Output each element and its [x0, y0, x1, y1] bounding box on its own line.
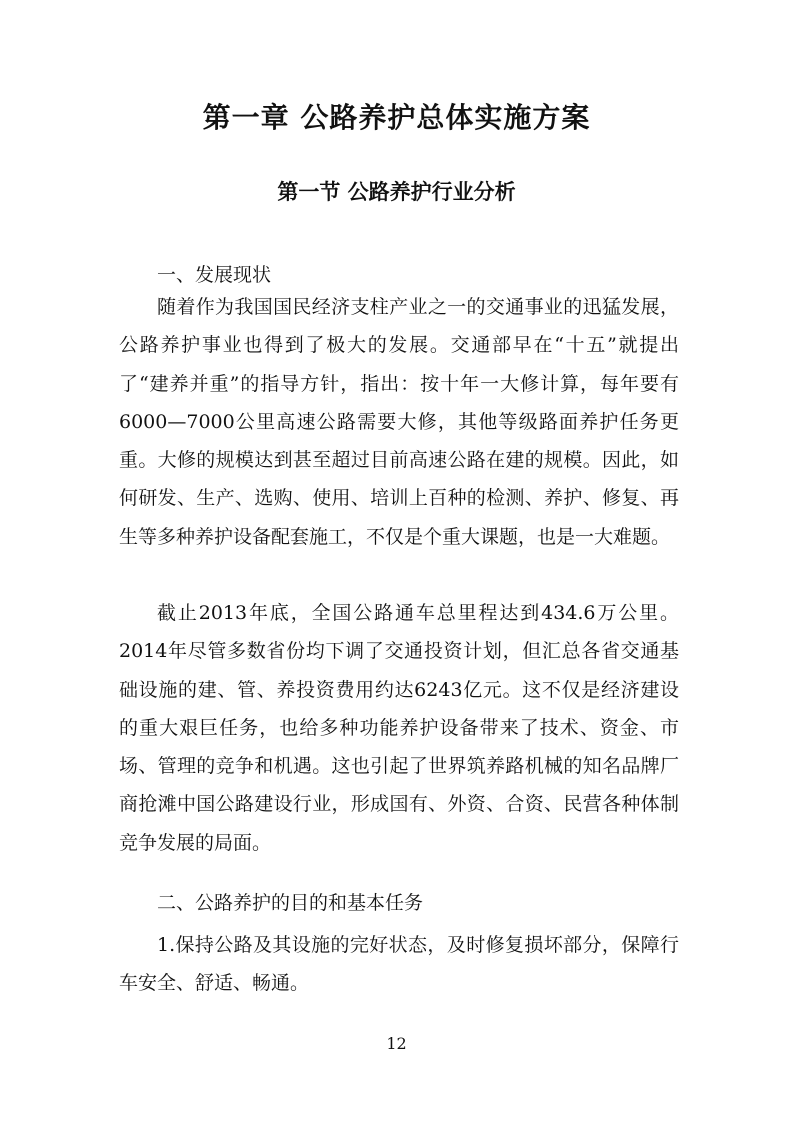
paragraph-development: 随着作为我国国民经济支柱产业之一的交通事业的迅猛发展，公路养护事业也得到了极大的发展。交通部早在“十五”就提出了“建养并重”的指导方针，指出：按十年一大修计算，每年要有6000—7000公里高速公路需要大修，其他等级路面养护任务更重。大修的规模达到甚至超过目前高速公路在建的规模。因此，如何研发、生产、选购、使用、培训上百种的检测、养护、修复、再生等多种养护设备配套施工，不仅是个重大课题，也是一大难题。: [119, 296, 679, 548]
chapter-title: 第一章 公路养护总体实施方案: [202, 101, 591, 134]
page-number: 12: [386, 1034, 407, 1053]
paragraph-task-1: 1.保持公路及其设施的完好状态，及时修复损坏部分，保障行车安全、舒适、畅通。: [119, 934, 679, 995]
subheading-development-status: 一、发展现状: [157, 264, 272, 286]
subheading-maintenance-purpose: 二、公路养护的目的和基本任务: [157, 892, 424, 914]
section-title: 第一节 公路养护行业分析: [277, 179, 516, 204]
paragraph-statistics: 截止2013年底，全国公路通车总里程达到434.6万公里。2014年尽管多数省份均下调了交通投资计划，但汇总各省交通基础设施的建、管、养投资费用约达6243亿元。这不仅是经济建设的重大艰巨任务，也给多种功能养护设备带来了技术、资金、市场、管理的竞争和机遇。这也引起了世界筑养路机械的知名品牌厂商抢滩中国公路建设行业，形成国有、外资、合资、民营各种体制竞争发展的局面。: [119, 602, 679, 854]
